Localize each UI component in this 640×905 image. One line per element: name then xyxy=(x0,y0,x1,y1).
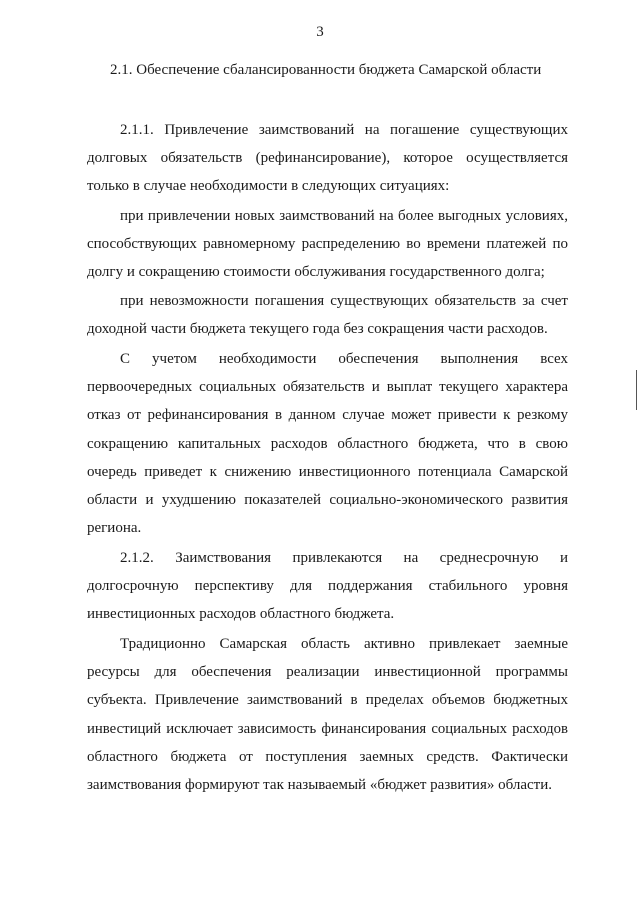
text-line: Традиционно Самарская область активно привлекает заемные xyxy=(120,636,568,652)
text-line: долгосрочную перспективу для поддержания стабильного уровня xyxy=(87,578,568,594)
page-number: 3 xyxy=(316,24,324,40)
text-line: области и ухудшению показателей социально-экономического развития xyxy=(87,492,568,508)
text-line: инвестиций исключает зависимость финансирования социальных расходов xyxy=(87,721,568,737)
text-line: долгу и сокращению стоимости обслуживания государственного долга; xyxy=(87,264,545,280)
text-line: только в случае необходимости в следующих ситуациях: xyxy=(87,178,450,194)
text-line: долговых обязательств (рефинансирование), которое осуществляется xyxy=(87,150,568,166)
text-line: очередь приведет к снижению инвестиционного потенциала Самарской xyxy=(87,464,568,480)
text-line: доходной части бюджета текущего года без сокращения части расходов. xyxy=(87,321,548,337)
scan-edge-mark xyxy=(636,370,637,410)
text-line: областного бюджета от поступления заемных средств. Фактически xyxy=(87,749,568,765)
text-line: 2.1.2. Заимствования привлекаются на среднесрочную и xyxy=(120,550,568,566)
section-heading: 2.1. Обеспечение сбалансированности бюджета Самарской области xyxy=(110,62,542,78)
text-line: инвестиционных расходов областного бюджета. xyxy=(87,606,395,622)
text-line: при невозможности погашения существующих обязательств за счет xyxy=(120,293,568,309)
text-line: ресурсы для обеспечения реализации инвестиционной программы xyxy=(87,664,568,680)
text-line: 2.1.1. Привлечение заимствований на погашение существующих xyxy=(120,122,568,138)
text-line: С учетом необходимости обеспечения выполнения всех xyxy=(120,351,568,367)
text-line: субъекта. Привлечение заимствований в пределах объемов бюджетных xyxy=(87,692,568,708)
text-line: региона. xyxy=(87,520,142,536)
text-line: первоочередных социальных обязательств и выплат текущего характера xyxy=(87,379,568,395)
text-line: заимствования формируют так называемый «бюджет развития» области. xyxy=(87,777,552,793)
text-line: способствующих равномерному распределению во времени платежей по xyxy=(87,236,568,252)
text-line: при привлечении новых заимствований на более выгодных условиях, xyxy=(120,208,568,224)
text-line: отказ от рефинансирования в данном случае может привести к резкому xyxy=(87,407,568,423)
text-line: сокращению капитальных расходов областного бюджета, что в свою xyxy=(87,436,568,452)
